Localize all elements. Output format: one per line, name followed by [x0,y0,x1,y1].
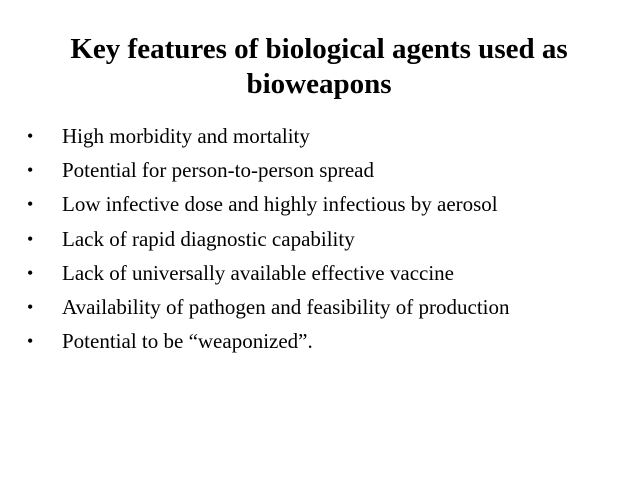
bullet-icon: • [27,331,34,352]
bullet-icon: • [27,126,34,146]
bullet-icon: • [27,297,34,318]
bullet-item [27,324,627,358]
bullet-text: Lack of universally available effective vaccine [62,260,454,285]
slide-title [20,32,618,102]
bullet-item [27,256,627,290]
bullet-text: Availability of pathogen and feasibility of production [62,295,510,320]
bullet-list [27,119,627,358]
bullet-item [27,187,627,221]
bullet-text: High morbidity and mortality [62,124,310,148]
bullet-icon: • [27,160,34,181]
bullet-item [27,119,627,153]
slide-title-line-2: bioweapons [246,68,392,100]
bullet-icon: • [27,194,34,215]
bullet-item [27,153,627,187]
bullet-text: Potential to be “weaponized”. [62,329,313,354]
bullet-item [27,290,627,324]
bullet-text: Potential for person-to-person spread [62,158,374,183]
bullet-text: Lack of rapid diagnostic capability [62,226,355,251]
bullet-icon: • [27,262,34,283]
slide-title-line-1: Key features of biological agents used as [70,33,568,65]
bullet-item [27,222,627,256]
bullet-icon: • [27,228,34,249]
bullet-text: Low infective dose and highly infectious by aerosol [62,192,498,217]
